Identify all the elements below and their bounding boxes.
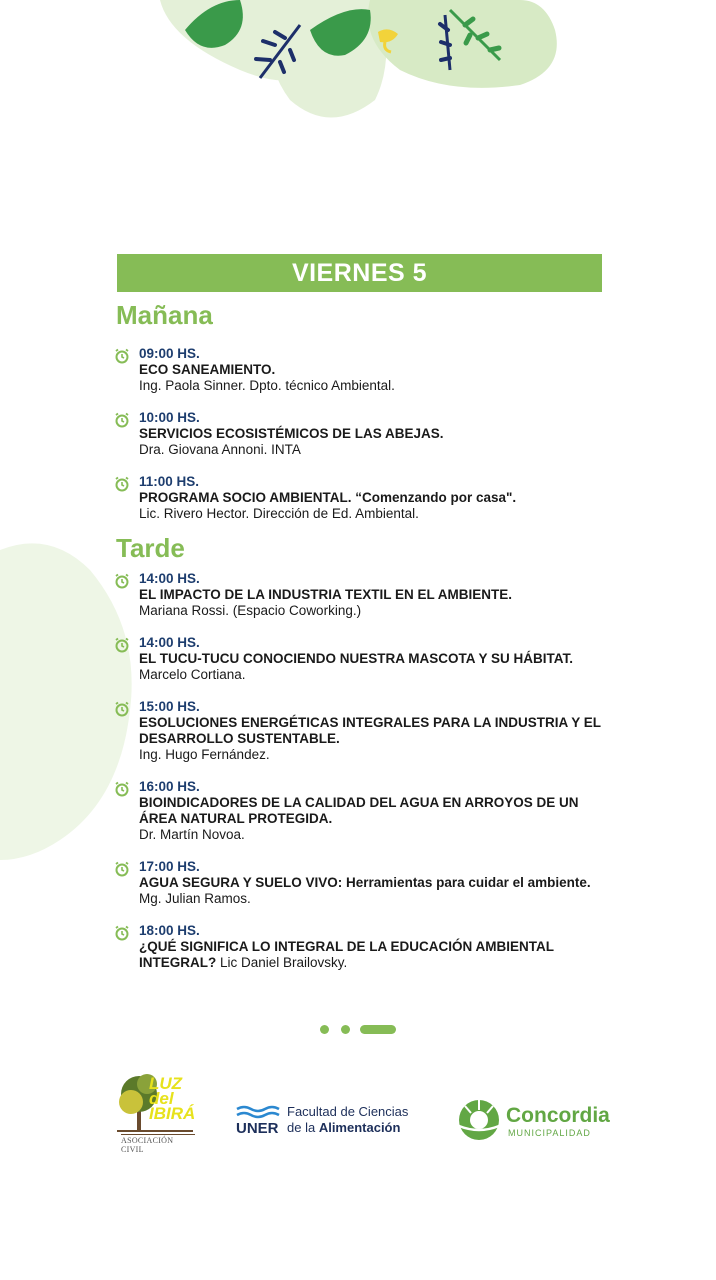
section-title-morning: Mañana [116,300,213,330]
event-time: 09:00 HS. [139,346,200,361]
event-title: EL TUCU-TUCU CONOCIENDO NUESTRA MASCOTA Y SU HÁBITAT. [139,651,574,666]
event-speaker: Dra. Giovana Annoni. INTA [139,442,301,457]
event-speaker: Marcelo Cortiana. [139,667,246,682]
pagination-dot[interactable] [341,1025,350,1034]
event-speaker: Ing. Paola Sinner. Dpto. técnico Ambiental. [139,378,395,393]
event-title: AGUA SEGURA Y SUELO VIVO: Herramientas para cuidar el ambiente. [139,875,591,890]
event-time: 16:00 HS. [139,779,200,794]
luz-del-ibira-logo [113,1064,196,1154]
alarm-clock-icon [114,637,130,653]
event-speaker: Lic Daniel Brailovsky. [220,955,348,970]
day-banner [117,254,602,292]
event-time: 11:00 HS. [139,474,200,489]
alarm-clock-icon [114,348,130,364]
event-speaker: Mg. Julian Ramos. [139,891,251,906]
event-title: ¿QUÉ SIGNIFICA LO INTEGRAL DE LA EDUCACIÓN AMBIENTAL INTEGRAL? [139,939,554,970]
section-title-afternoon: Tarde [116,533,185,563]
pagination-dot[interactable] [320,1025,329,1034]
event-title: EL IMPACTO DE LA INDUSTRIA TEXTIL EN EL AMBIENTE. [139,587,513,602]
alarm-clock-icon [114,573,130,589]
event-body [139,651,614,683]
pagination-indicator [318,1024,398,1034]
event-body [139,490,614,522]
alarm-clock-icon [114,412,130,428]
alarm-clock-icon [114,781,130,797]
sponsor-logos [0,1060,716,1154]
event-time: 10:00 HS. [139,410,200,425]
event-title: ESOLUCIONES ENERGÉTICAS INTEGRALES PARA LA INDUSTRIA Y EL DESARROLLO SUSTENTABLE. [139,715,601,746]
luz-logo-subtitle: ASOCIACIÓN CIVIL [121,1134,195,1154]
alarm-clock-icon [114,925,130,941]
event-speaker: Ing. Hugo Fernández. [139,747,270,762]
event-time: 14:00 HS. [139,571,200,586]
event-body [139,362,614,394]
event-time: 17:00 HS. [139,859,200,874]
pagination-dot-active[interactable] [360,1025,396,1034]
event-body [139,795,614,843]
concordia-logo-word: Concordia [506,1104,610,1127]
event-title: BIOINDICADORES DE LA CALIDAD DEL AGUA EN ARROYOS DE UN ÁREA NATURAL PROTEGIDA. [139,795,579,826]
concordia-logo-subtitle: MUNICIPALIDAD [508,1128,591,1138]
event-speaker: Mariana Rossi. (Espacio Coworking.) [139,603,362,618]
waves-icon [236,1104,282,1120]
event-speaker: Lic. Rivero Hector. Dirección de Ed. Ambiental. [139,506,419,521]
event-body [139,875,614,907]
event-time: 18:00 HS. [139,923,200,938]
event-body [139,587,614,619]
alarm-clock-icon [114,476,130,492]
event-speaker: Dr. Martín Novoa. [139,827,245,842]
event-title: PROGRAMA SOCIO AMBIENTAL. “Comenzando por casa". [139,490,517,505]
sun-emblem-icon [456,1098,502,1142]
event-body [139,426,614,458]
event-title: ECO SANEAMIENTO. [139,362,276,377]
event-body [139,939,614,971]
luz-logo-text: LUZ del IBIRÁ [149,1074,196,1123]
alarm-clock-icon [114,861,130,877]
alarm-clock-icon [114,701,130,717]
event-time: 14:00 HS. [139,635,200,650]
concordia-logo [456,1098,626,1144]
uner-logo-word: UNER [236,1120,279,1137]
day-banner-text: VIERNES 5 [291,258,428,287]
decorative-leaves-top [0,0,716,140]
uner-logo-faculty: Facultad de Ciencias de la Alimentación [287,1104,409,1135]
event-title: SERVICIOS ECOSISTÉMICOS DE LAS ABEJAS. [139,426,444,441]
event-time: 15:00 HS. [139,699,200,714]
uner-logo [236,1102,426,1142]
event-body [139,715,614,763]
